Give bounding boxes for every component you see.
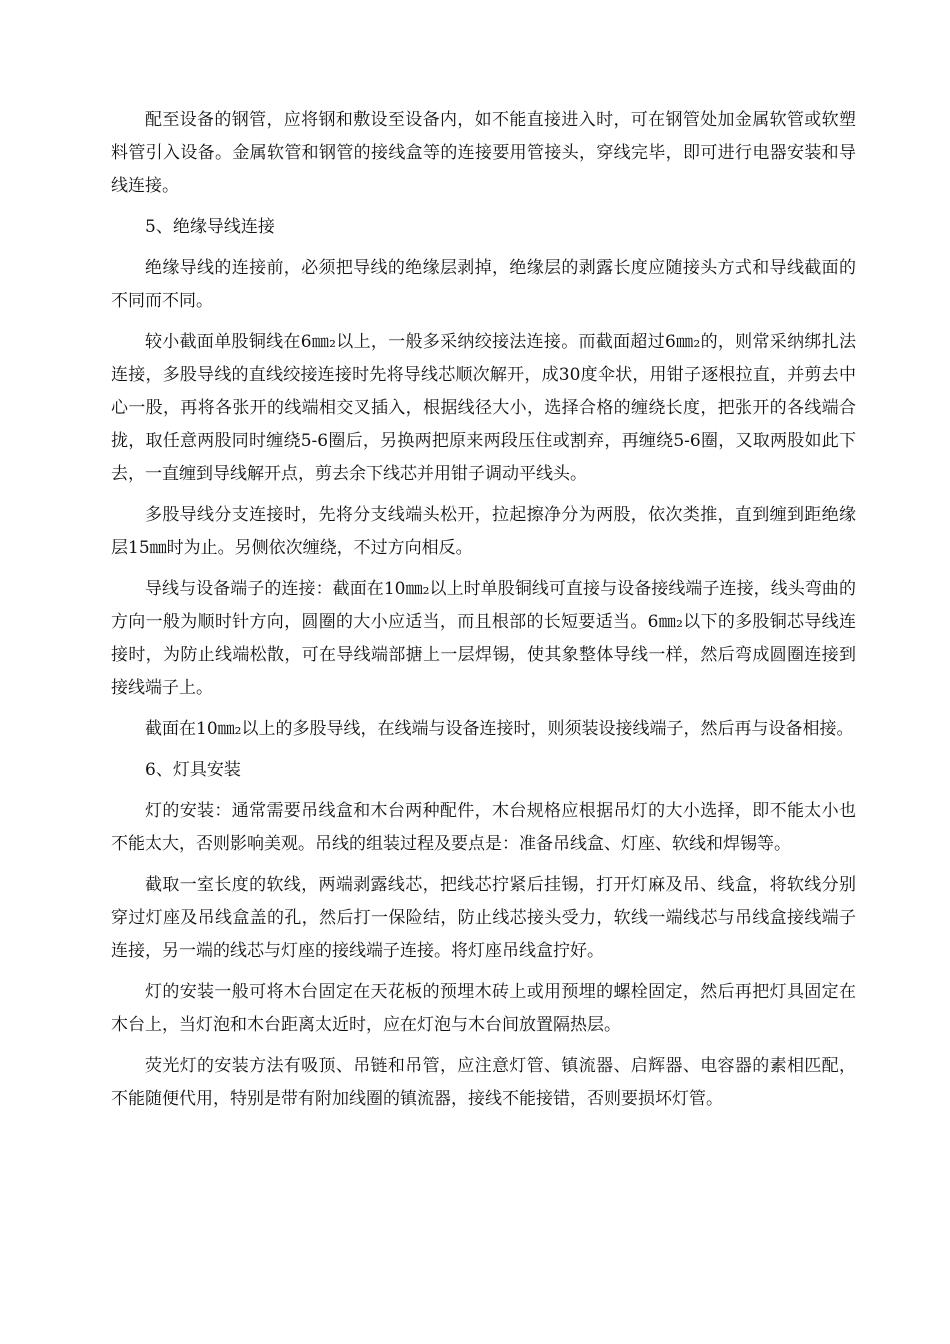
paragraph-9: 灯的安装一般可将木台固定在天花板的预埋木砖上或用预埋的螺栓固定，然后再把灯具固定在木台上，当灯泡和木台距离太近时，应在灯泡与木台间放置隔热层。 — [111, 982, 856, 1035]
paragraph-8: 截取一室长度的软线，两端剥露线芯，把线芯拧紧后挂锡，打开灯麻及吊、线盒，将软线分别穿过灯座及吊线盒盖的孔，然后打一保险结，防止线芯接头受力，软线一端线芯与吊线盒接线端子连接，另一端的线芯与灯座的接线端子连接。将灯座吊线盒拧好。 — [111, 875, 856, 961]
paragraph-4: 多股导线分支连接时，先将分支线端头松开，拉起擦净分为两股，依次类推，直到缠到距绝缘层15㎜时为止。另侧依次缠绕，不过方向相反。 — [111, 505, 856, 558]
paragraph-5: 导线与设备端子的连接：截面在10㎜₂以上时单股铜线可直接与设备接线端子连接，线头弯曲的方向一般为顺时针方向，圆圈的大小应适当，而且根部的长短要适当。6㎜₂以下的多股铜芯导线连接时，为防止线端松散，可在导线端部搪上一层焊锡，使其象整体导线一样，然后弯成圆圈连接到接线端子上。 — [111, 579, 856, 698]
section-heading-6: 6、灯具安装 — [145, 760, 241, 780]
document-body — [111, 104, 856, 1124]
paragraph-7: 灯的安装：通常需要吊线盒和木台两种配件，木台规格应根据吊灯的大小选择，即不能太小也不能太大，否则影响美观。吊线的组装过程及要点是：准备吊线盒、灯座、软线和焊锡等。 — [111, 801, 856, 854]
section-heading-5: 5、绝缘导线连接 — [145, 217, 275, 237]
paragraph-1: 配至设备的钢管，应将钢和敷设至设备内，如不能直接进入时，可在钢管处加金属软管或软塑料管引入设备。金属软管和钢管的接线盒等的连接要用管接头，穿线完毕，即可进行电器安装和导线连接。 — [111, 110, 856, 196]
paragraph-6: 截面在10㎜₂以上的多股导线，在线端与设备连接时，则须装设接线端子，然后再与设备相接。 — [145, 719, 854, 739]
paragraph-10: 荧光灯的安装方法有吸顶、吊链和吊管，应注意灯管、镇流器、启辉器、电容器的素相匹配，不能随便代用，特别是带有附加线圈的镇流器，接线不能接错，否则要损坏灯管。 — [111, 1056, 856, 1109]
paragraph-2: 绝缘导线的连接前，必须把导线的绝缘层剥掉，绝缘层的剥露长度应随接头方式和导线截面的不同而不同。 — [111, 258, 856, 311]
paragraph-3: 较小截面单股铜线在6㎜₂以上，一般多采纳绞接法连接。而截面超过6㎜₂的，则常采纳绑扎法连接，多股导线的直线绞接连接时先将导线芯顺次解开，成30度伞状，用钳子逐根拉直，并剪去中心一股，再将各张开的线端相交叉插入，根据线径大小，选择合格的缠绕长度，把张开的各线端合拢，取任意两股同时缠绕5-6圈后，另换两把原来两段压住或割弃，再缠绕5-6圈，又取两股如此下去，一直缠到导线解开点，剪去余下线芯并用钳子调动平线头。 — [111, 332, 856, 484]
